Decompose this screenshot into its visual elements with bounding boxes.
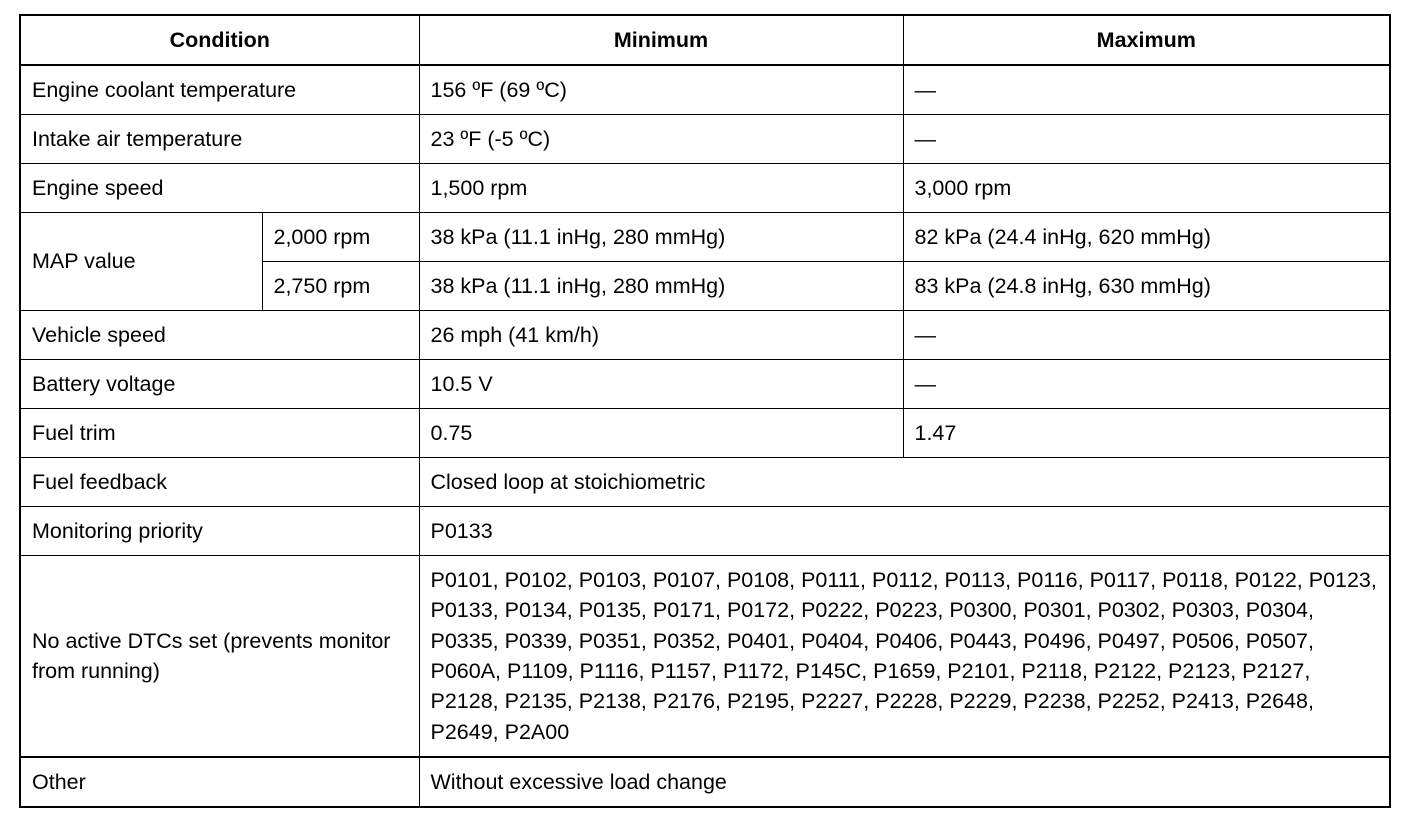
header-minimum: Minimum [419,15,903,65]
minimum-cell: 0.75 [419,409,903,458]
table-row [20,311,1390,360]
condition-cell: Monitoring priority [20,507,419,556]
table-row [20,65,1390,115]
table-row [20,213,1390,262]
table-row [20,757,1390,807]
minimum-cell: 156 ºF (69 ºC) [419,65,903,115]
minimum-cell: 10.5 V [419,360,903,409]
maximum-cell: — [903,115,1390,164]
condition-cell: Vehicle speed [20,311,419,360]
table-row [20,556,1390,758]
minimum-cell: 38 kPa (11.1 inHg, 280 mmHg) [419,213,903,262]
condition-cell: Fuel feedback [20,458,419,507]
table-row [20,164,1390,213]
table-row [20,409,1390,458]
dtc-list-cell: P0101, P0102, P0103, P0107, P0108, P0111, P0112, P0113, P0116, P0117, P0118, P0122, P0123, P0133, P0134, P0135, P0171, P0172, P0222, P0223, P0300, P0301, P0302, P0303, P0304, P0335, P0339, P0351, P0352, P0401, P0404, P0406, P0443, P0496, P0497, P0506, P0507, P060A, P1109, P1116, P1157, P1172, P145C, P1659, P2101, P2118, P2122, P2123, P2127, P2128, P2135, P2138, P2176, P2195, P2227, P2228, P2229, P2238, P2252, P2413, P2648, P2649, P2A00 [419,556,1390,758]
header-condition: Condition [20,15,419,65]
subcondition-cell: 2,000 rpm [262,213,419,262]
maximum-cell: 83 kPa (24.8 inHg, 630 mmHg) [903,262,1390,311]
condition-cell: MAP value [20,213,262,311]
header-maximum: Maximum [903,15,1390,65]
maximum-cell: 3,000 rpm [903,164,1390,213]
maximum-cell: — [903,65,1390,115]
condition-cell: Engine coolant temperature [20,65,419,115]
table-row [20,360,1390,409]
condition-cell: Battery voltage [20,360,419,409]
condition-cell: No active DTCs set (prevents monitor from running) [20,556,419,758]
table-header-row [20,15,1390,65]
maximum-cell: 82 kPa (24.4 inHg, 620 mmHg) [903,213,1390,262]
subcondition-cell: 2,750 rpm [262,262,419,311]
maximum-cell: — [903,311,1390,360]
minimum-cell: 23 ºF (-5 ºC) [419,115,903,164]
maximum-cell: 1.47 [903,409,1390,458]
maximum-cell: — [903,360,1390,409]
condition-cell: Engine speed [20,164,419,213]
minimum-cell: 1,500 rpm [419,164,903,213]
conditions-table [19,14,1391,808]
minimum-cell: 26 mph (41 km/h) [419,311,903,360]
condition-cell: Intake air temperature [20,115,419,164]
minimum-cell: 38 kPa (11.1 inHg, 280 mmHg) [419,262,903,311]
condition-cell: Fuel trim [20,409,419,458]
table-row [20,507,1390,556]
condition-cell: Other [20,757,419,807]
value-cell: Without excessive load change [419,757,1390,807]
value-cell: Closed loop at stoichiometric [419,458,1390,507]
table-row [20,115,1390,164]
value-cell: P0133 [419,507,1390,556]
table-row [20,458,1390,507]
